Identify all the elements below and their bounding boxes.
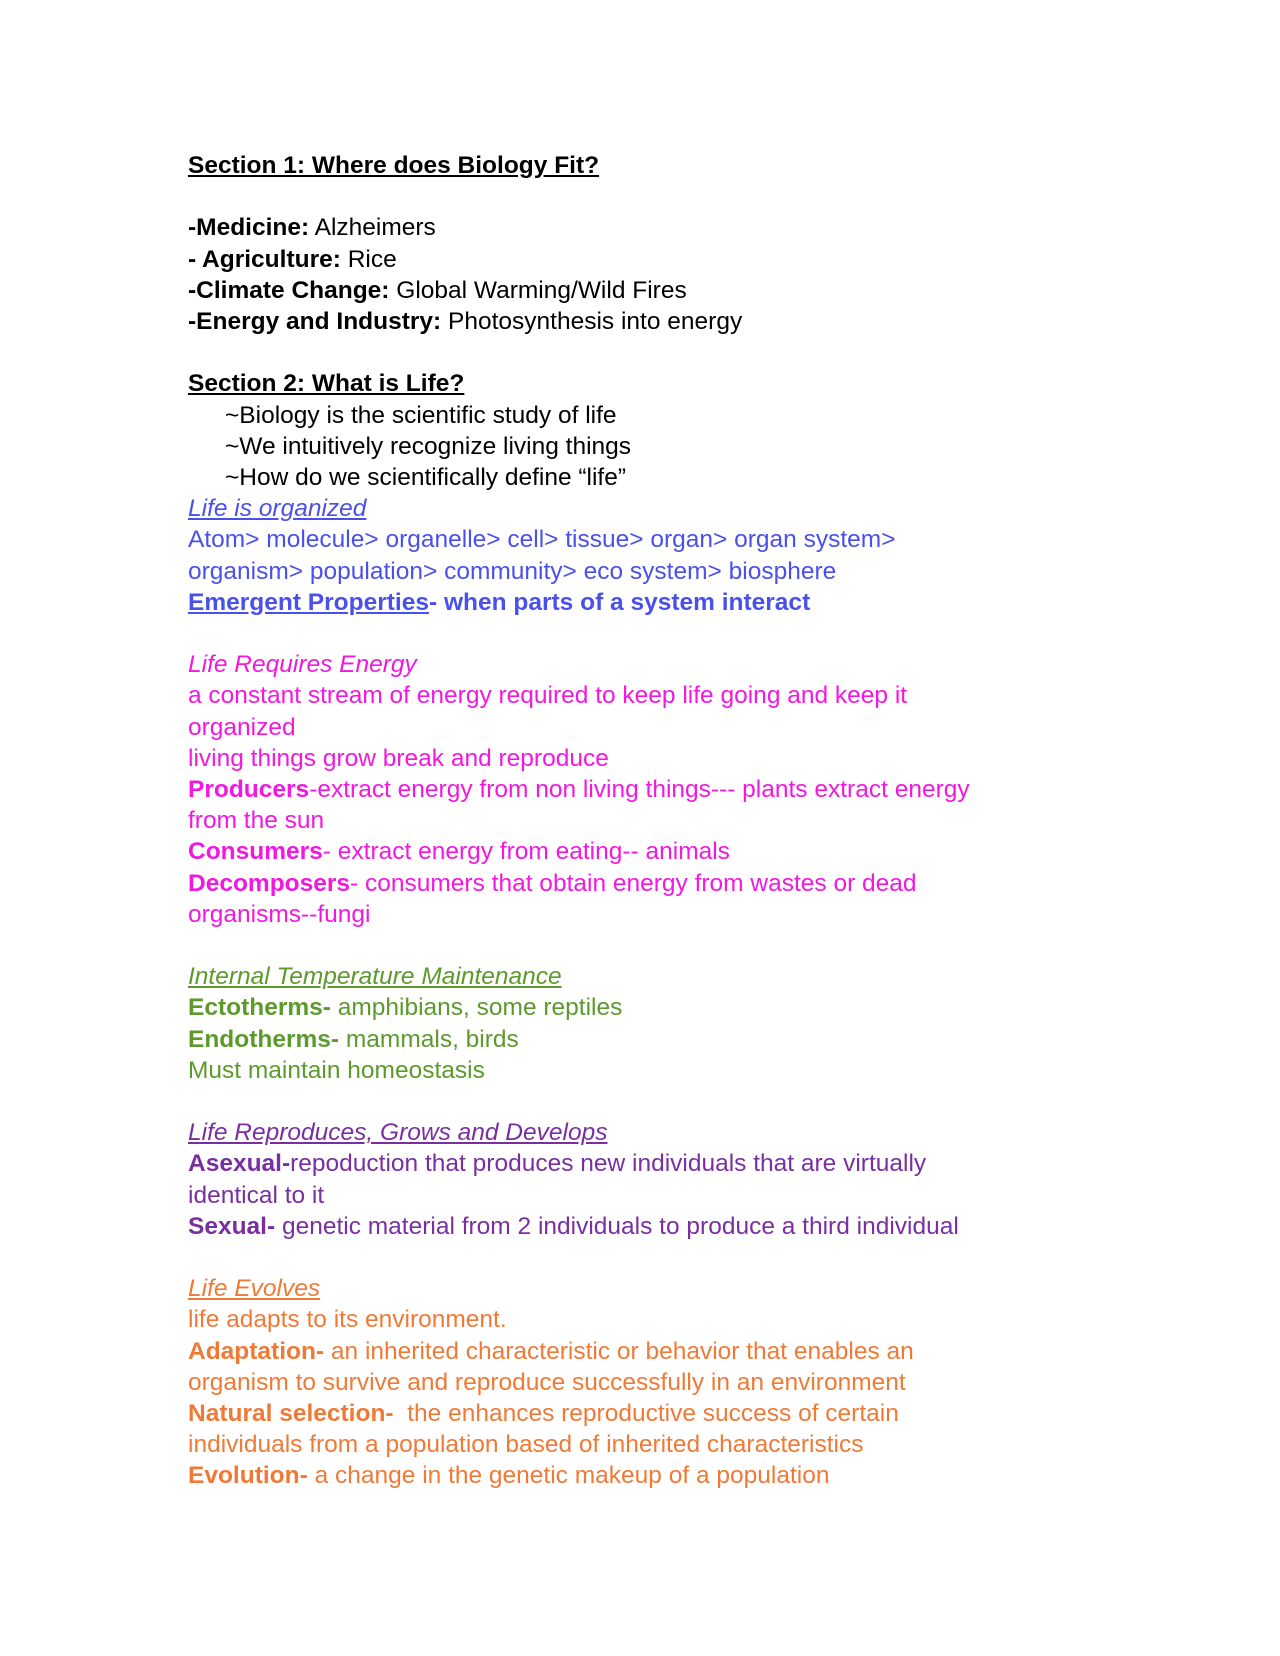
evolves-intro: life adapts to its environment.: [188, 1306, 507, 1334]
energy-line: living things grow break and reproduce: [188, 744, 609, 772]
bullet-line: ~Biology is the scientific study of life: [225, 401, 617, 429]
adaptation-cont: organism to survive and reproduce successfully in an environment: [188, 1368, 906, 1396]
producers-cont: from the sun: [188, 807, 325, 835]
asexual-line: [188, 1148, 1088, 1179]
term: -Climate Change:: [188, 276, 390, 304]
term: Asexual-: [188, 1150, 291, 1178]
term: Ectotherms-: [188, 994, 331, 1022]
list-item: [188, 244, 1088, 275]
term: Decomposers: [188, 869, 351, 897]
organized-line: organism> population> community> eco system> biosphere: [188, 557, 837, 585]
spacer: [188, 618, 1088, 649]
term: -Energy and Industry:: [188, 308, 442, 335]
desc: - when parts of a system interact: [429, 588, 811, 616]
evolves-title: Life Evolves: [188, 1275, 321, 1303]
emergent-properties: [188, 587, 1088, 618]
selection-cont: individuals from a population based of inherited characteristics: [188, 1431, 864, 1459]
bullet-line: ~We intuitively recognize living things: [225, 432, 632, 460]
asexual-cont: identical to it: [188, 1181, 325, 1209]
spacer: [188, 1086, 1088, 1117]
list-item: [188, 275, 1088, 306]
desc: mammals, birds: [339, 1025, 519, 1053]
evolution-line: [188, 1460, 1088, 1491]
consumers-line: [188, 836, 1088, 867]
bullet-line: ~How do we scientifically define “life”: [225, 464, 627, 491]
term: Natural selection-: [188, 1400, 394, 1428]
energy-title: Life Requires Energy: [188, 651, 417, 679]
ectotherms-line: [188, 992, 1088, 1023]
adaptation-line: [188, 1336, 1088, 1367]
decomposers-line: [188, 868, 1088, 899]
term: Emergent Properties: [188, 588, 429, 616]
reproduces-title: Life Reproduces, Grows and Develops: [188, 1119, 608, 1147]
desc: - consumers that obtain energy from wastes or dead: [350, 869, 917, 897]
desc: an inherited characteristic or behavior that enables an: [324, 1337, 914, 1365]
term: - Agriculture:: [188, 245, 341, 273]
term: Evolution-: [188, 1462, 308, 1490]
section2-heading: Section 2: What is Life?: [188, 370, 465, 398]
list-item: [188, 212, 1088, 243]
desc: -extract energy from non living things--- plants extract energy: [309, 776, 970, 804]
producers-line: [188, 774, 1088, 805]
document-page: [188, 150, 1088, 1492]
homeostasis-line: Must maintain homeostasis: [188, 1056, 485, 1084]
spacer: [188, 1242, 1088, 1273]
desc: a change in the genetic makeup of a population: [307, 1462, 830, 1490]
desc: Photosynthesis into energy: [441, 308, 743, 335]
spacer: [188, 181, 1088, 212]
organized-title: Life is organized: [188, 495, 367, 523]
term: Endotherms-: [188, 1025, 340, 1053]
desc: - extract energy from eating-- animals: [322, 838, 730, 866]
term: Producers: [188, 776, 310, 804]
desc: repoduction that produces new individuals that are virtually: [290, 1150, 927, 1178]
energy-line: organized: [188, 713, 296, 741]
desc: Global Warming/Wild Fires: [389, 276, 687, 304]
organized-line: Atom> molecule> organelle> cell> tissue> organ> organ system>: [188, 526, 896, 554]
selection-line: [188, 1398, 1088, 1429]
desc: genetic material from 2 individuals to produce a third individual: [275, 1212, 959, 1240]
desc: the enhances reproductive success of certain: [393, 1400, 899, 1428]
desc: Alzheimers: [309, 214, 436, 242]
term: Consumers: [188, 838, 323, 866]
term: Adaptation-: [188, 1337, 325, 1365]
section1-heading: Section 1: Where does Biology Fit?: [188, 152, 600, 179]
spacer: [188, 337, 1088, 368]
spacer: [188, 930, 1088, 961]
term: -Medicine:: [188, 214, 310, 242]
energy-line: a constant stream of energy required to keep life going and keep it: [188, 682, 908, 710]
term: Sexual-: [188, 1212, 276, 1240]
decomposers-cont: organisms--fungi: [188, 900, 371, 928]
sexual-line: [188, 1211, 1088, 1242]
list-item: [188, 306, 1088, 337]
temperature-title: Internal Temperature Maintenance: [188, 963, 562, 991]
desc: amphibians, some reptiles: [330, 994, 623, 1022]
desc: Rice: [340, 245, 397, 273]
endotherms-line: [188, 1024, 1088, 1055]
